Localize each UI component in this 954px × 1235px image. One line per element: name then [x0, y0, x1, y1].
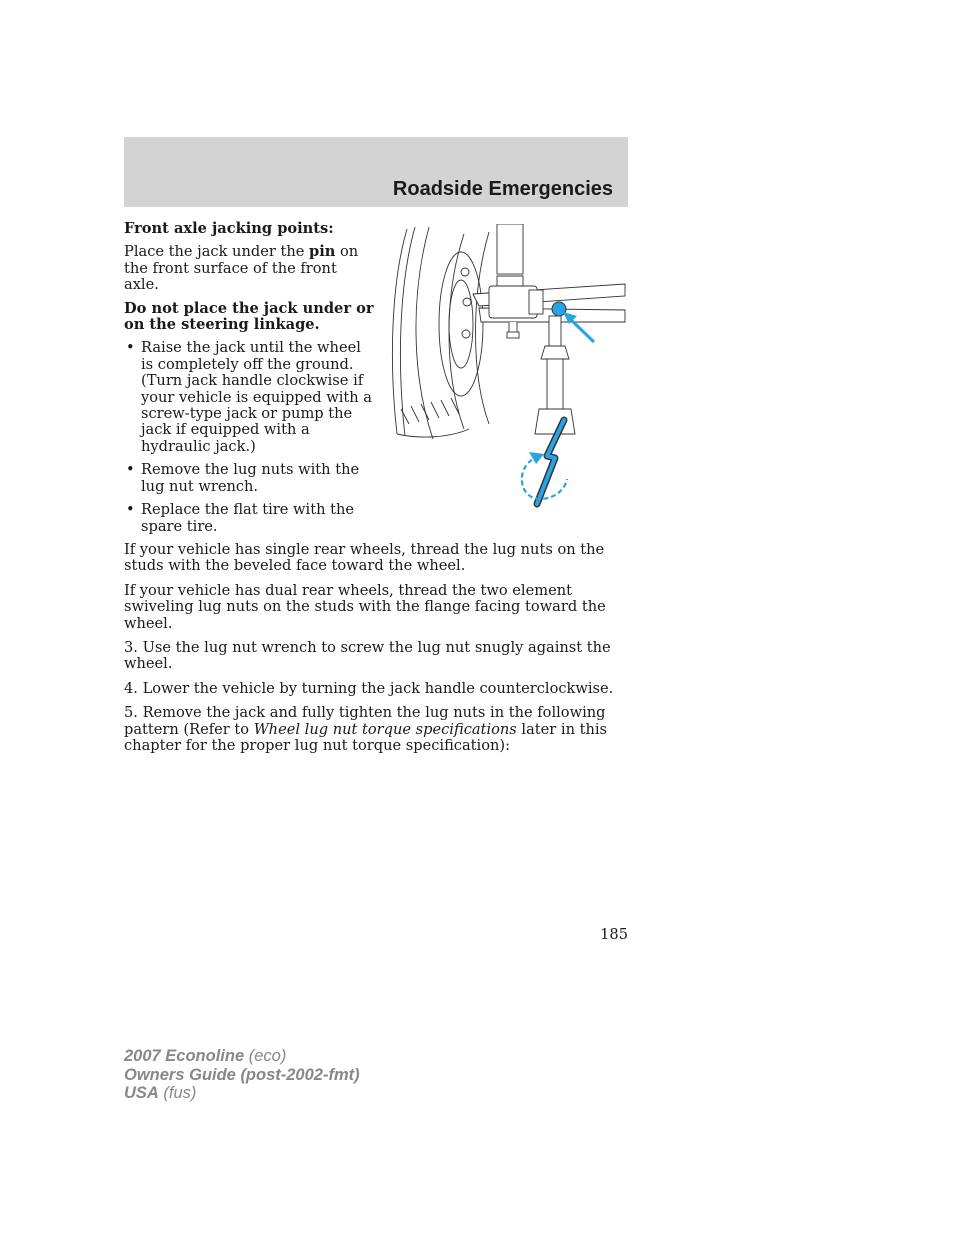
- bullet-symbol: •: [126, 339, 135, 357]
- step-5: [124, 705, 630, 754]
- left-column: [124, 221, 374, 535]
- dual-rear-paragraph: If your vehicle has dual rear wheels, thread the two element swiveling lug nuts on the studs with the flange facing toward the wheel.: [124, 581, 606, 632]
- list-item: [124, 340, 374, 455]
- header-band: [124, 137, 628, 207]
- step-5-reference: Wheel lug nut torque specifications: [253, 720, 517, 738]
- place-text-post: on the front surface of the front axle.: [124, 243, 359, 294]
- front-axle-jack-illustration: [389, 224, 629, 514]
- full-width-text: [124, 542, 630, 754]
- step-3: 3. Use the lug nut wrench to screw the lug nut snugly against the wheel.: [124, 638, 611, 673]
- bullet-symbol: •: [126, 501, 135, 519]
- section-title: Roadside Emergencies: [392, 178, 613, 200]
- step-5-pre: 5. Remove the jack and fully tighten the lug nuts in the following pattern (Refer to: [124, 704, 606, 738]
- place-jack-paragraph: [124, 244, 374, 293]
- place-text-pre: Place the jack under the: [124, 243, 309, 261]
- bullet-list: [124, 340, 374, 534]
- step-4: 4. Lower the vehicle by turning the jack handle counterclockwise.: [124, 679, 614, 697]
- single-rear-paragraph: If your vehicle has single rear wheels, thread the lug nuts on the studs with the beveled face toward the wheel.: [124, 540, 605, 575]
- footer-market-code: (fus): [158, 1084, 197, 1102]
- warning-paragraph: Do not place the jack under or on the steering linkage.: [124, 299, 374, 334]
- footer: [124, 1047, 360, 1103]
- place-text-pin: pin: [309, 243, 336, 261]
- footer-line-2: [124, 1066, 360, 1085]
- bullet-text: Remove the lug nuts with the lug nut wrench.: [141, 461, 360, 495]
- list-item: [124, 462, 374, 495]
- step-5-post: later in this chapter for the proper lug nut torque specification):: [124, 720, 608, 754]
- footer-guide: Owners Guide (post-2002-fmt): [124, 1065, 360, 1084]
- footer-line-1: [124, 1047, 360, 1066]
- bullet-symbol: •: [126, 461, 135, 479]
- footer-model: 2007 Econoline: [124, 1047, 245, 1065]
- footer-market: USA: [124, 1084, 159, 1102]
- footer-model-code: (eco): [244, 1047, 287, 1065]
- subhead-front-axle: Front axle jacking points:: [124, 220, 334, 237]
- jacking-pin: [552, 302, 566, 316]
- list-item: [124, 502, 374, 535]
- footer-line-3: [124, 1084, 360, 1103]
- jack-illustration: [535, 316, 575, 434]
- page-number: 185: [600, 926, 628, 943]
- bullet-text: Raise the jack until the wheel is completely off the ground. (Turn jack handle clockwise if your vehicle is equipped with a screw-type jack or pump the jack if equipped with a hydraulic jack.): [141, 339, 373, 455]
- bullet-text: Replace the flat tire with the spare tire.: [141, 501, 355, 535]
- tire-illustration: [392, 227, 489, 439]
